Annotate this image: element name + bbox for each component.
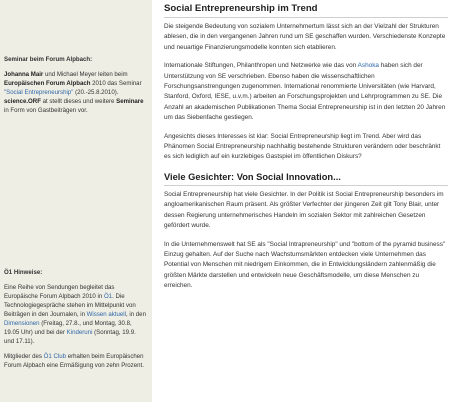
- sidebar: [0, 0, 152, 402]
- paragraph-4: Social Entrepreneurship hat viele Gesichter. In der Politik ist Social Entrepreneurship besonders im angloamerikanischen Raum präsent. Als größter Verfechter der jüngeren Zeit gilt Tony Blair, unter dessen Regierung unternehmerisches Handeln im sozialen Sektor mit zahlreichen Gesetzen gefördert wurde.: [164, 190, 444, 230]
- dimensionen-link[interactable]: Dimensionen: [4, 320, 40, 327]
- seminar-link[interactable]: "Social Entrepreneurship": [4, 89, 74, 96]
- section-heading-trend: Social Entrepreneurship im Trend: [164, 0, 448, 18]
- section-heading-faces: Viele Gesichter: Von Social Innovation...: [164, 171, 448, 186]
- oe1-club-text: Mitglieder des Ö1 Club erhalten beim Europäischen Forum Alpbach eine Ermäßigung von zehn Prozent.: [4, 353, 144, 369]
- kinderuni-link[interactable]: Kinderuni: [66, 329, 93, 336]
- wissen-aktuell-link[interactable]: Wissen aktuell: [86, 311, 126, 318]
- oe1-link[interactable]: Ö1: [103, 293, 113, 300]
- seminar-text: Johanna Mair und Michael Meyer leiten beim Europäischen Forum Alpbach 2010 das Seminar "Social Entrepreneurship" (20.-25.8.2010). science.ORF at stellt dieses und weitere Seminare in Form von Gastbeiträgen vor.: [4, 71, 144, 114]
- paragraph-1: Die steigende Bedeutung von sozialem Unternehmertum lässt sich an der Vielzahl der Strukturen ablesen, die in den vergangenen Jahren rund um SE geschaffen wurden. Verschiedenste Konzepte und neuartige Finanzierungsmodelle konnten sich etablieren.: [164, 23, 446, 51]
- article-body: [164, 0, 448, 300]
- seminar-title: Seminar beim Forum Alpbach:: [4, 56, 93, 63]
- ashoka-link[interactable]: Ashoka: [357, 62, 379, 70]
- oe1-hints-title: Ö1 Hinweise:: [4, 269, 43, 276]
- paragraph-5: In die Unternehmenswelt hat SE als "Social Intrapreneurship" und "bottom of the pyramid business" Einzug gehalten. Auf der Suche nach Wachstumsmärkten entdecken viele Unternehmen das Potential von Menschen mit niedrigem Einkommen, die in Entwicklungsländern zahlenmäßig die größten Märkte darstellen und entwickeln neue Geschäftsmodelle, um diese Menschen zu erreichen.: [164, 240, 446, 290]
- oe1-hints-box: [4, 268, 146, 376]
- seminar-info-box: [4, 55, 146, 121]
- paragraph-3: Angesichts dieses Interesses ist klar: Social Entrepreneurship liegt im Trend. Aber wird das Phänomen Social Entrepreneurship nachhaltig bestehende Strukturen verändern oder beschränkt es sich lediglich auf ein kurzlebiges Gastspiel im öffentlichen Diskurs?: [164, 132, 441, 161]
- oe1-hints-text: Eine Reihe von Sendungen begleitet das Europäische Forum Alpbach 2010 in Ö1. Die Technologiegespräche stehen im Mittelpunkt von Beiträgen in den Journalen, in Wissen aktuell, in den Dimensionen (Freitag, 27.8., und Montag, 30.8, 19.05 Uhr) und bei der Kinderuni (Sonntag, 19.9. und 17.11).: [4, 284, 146, 345]
- paragraph-2: Internationale Stiftungen, Philanthropen und Netzwerke wie das von Ashoka haben sich der Unterstützung von SE verschrieben. Ebenso haben die wissenschaftlichen Forschungsanstrengungen zugenommen. International renommierte Universitäten (wie Harvard, Stanford, Oxford, IESE, u.v.m.) arbeiten an Forschungsprojekten und Lehrprogrammen zu SE. Die Anzahl an akademischen Publikationen Thema Social Entrepreneurship ist in den letzten 20 Jahren um das Siebenfache gestiegen.: [164, 62, 446, 122]
- oe1-club-link[interactable]: Ö1 Club: [43, 353, 66, 360]
